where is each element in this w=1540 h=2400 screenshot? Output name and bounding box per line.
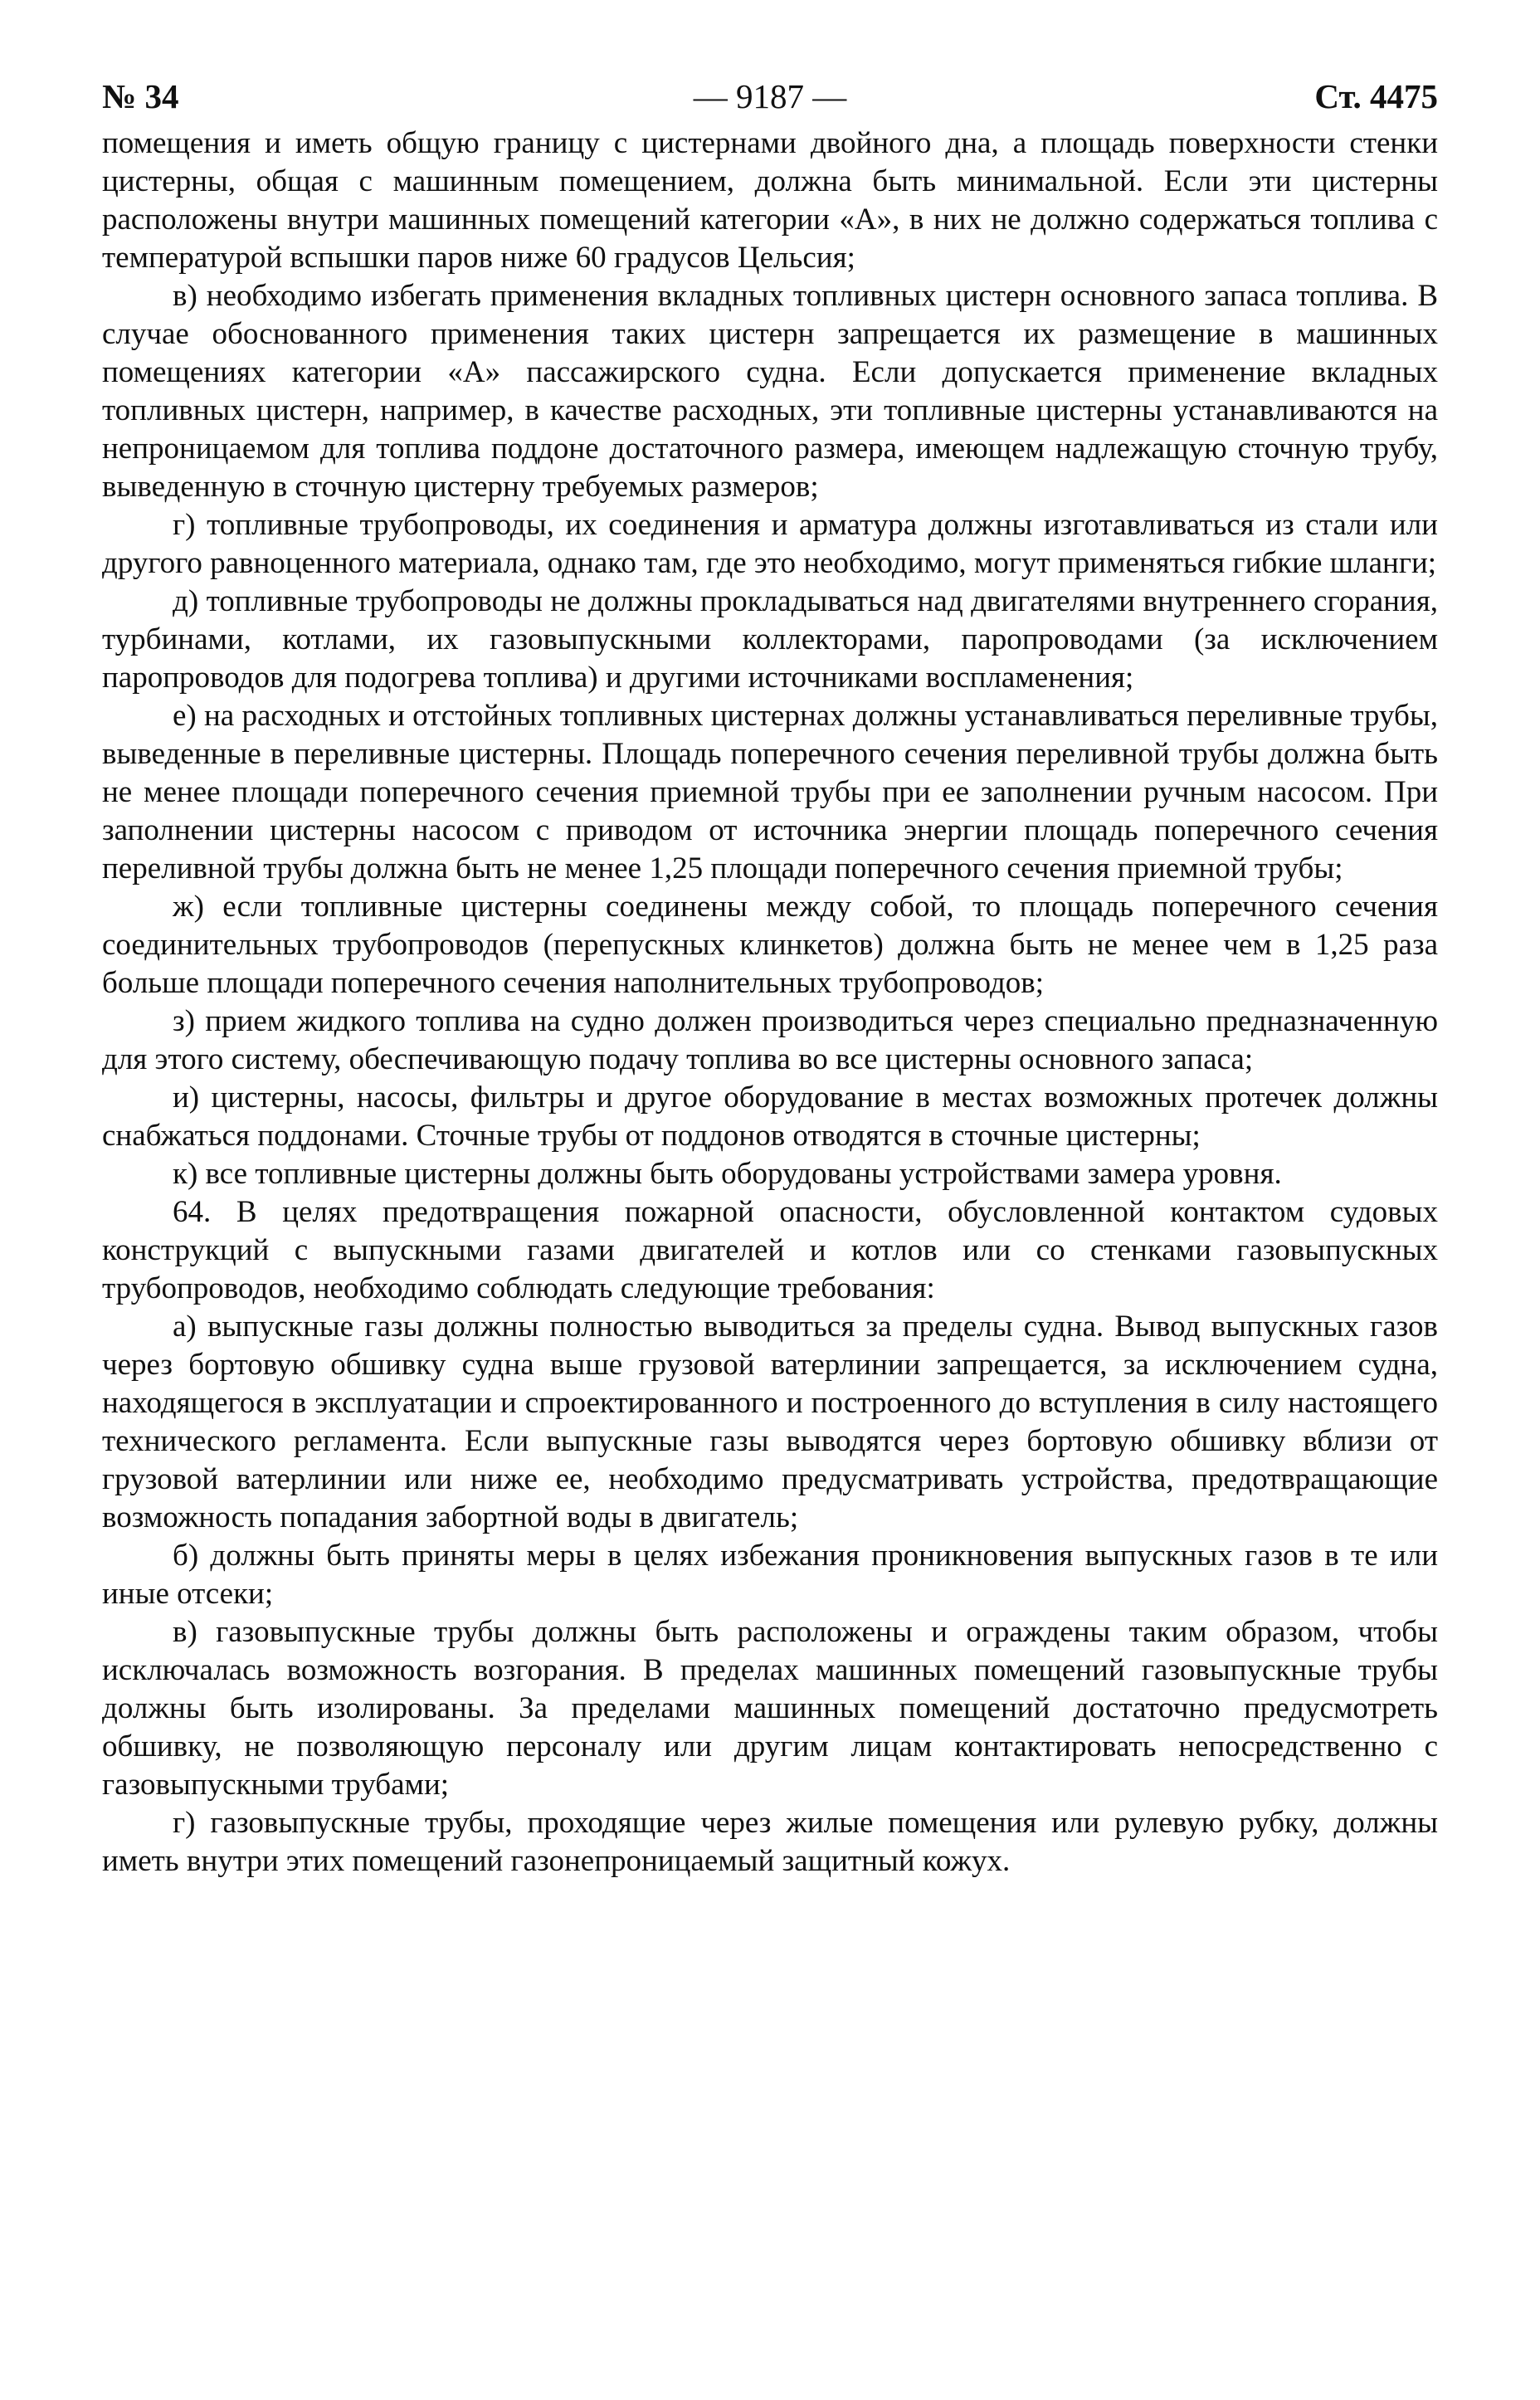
paragraph-item-b: б) должны быть приняты меры в целях избежания проникновения выпускных газов в те или иные отсеки; bbox=[102, 1539, 1438, 1611]
paragraph-item-k: к) все топливные цистерны должны быть оборудованы устройствами замера уровня. bbox=[173, 1157, 1282, 1191]
issue-number: № 34 bbox=[102, 77, 179, 115]
paragraph-item-a: а) выпускные газы должны полностью выводиться за пределы судна. Вывод выпускных газов через бортовую обшивку судна выше грузовой ватерлинии запрещается, за исключением судна, находящегося в эксплуатации и спроектированного и построенного до вступления в силу настоящего технического регламента. Если выпускные газы выводятся через бортовую обшивку вблизи от грузовой ватерлинии или ниже ее, необходимо предусматривать устройства, предотвращающие возможность попадания забортной воды в двигатель; bbox=[102, 1310, 1438, 1534]
paragraph-item-e: е) на расходных и отстойных топливных цистернах должны устанавливаться переливные трубы, выведенные в переливные цистерны. Площадь поперечного сечения переливной трубы должна быть не менее площади поперечного сечения приемной трубы при ее заполнении ручным насосом. При заполнении цистерны насосом с приводом от источника энергии площадь поперечного сечения переливной трубы должна быть не менее 1,25 площади поперечного сечения приемной трубы; bbox=[102, 699, 1438, 885]
paragraph-item-zh: ж) если топливные цистерны соединены между собой, то площадь поперечного сечения соединительных трубопроводов (перепускных клинкетов) должна быть не менее чем в 1,25 раза больше площади поперечного сечения наполнительных трубопроводов; bbox=[102, 890, 1438, 1000]
paragraph-item-d: д) топливные трубопроводы не должны прокладываться над двигателями внутреннего сгорания, турбинами, котлами, их газовыпускными коллекторами, паропроводами (за исключением паропроводов для подогрева топлива) и другими источниками воспламенения; bbox=[102, 584, 1438, 695]
document-page bbox=[102, 0, 1438, 1878]
paragraph-item-i: и) цистерны, насосы, фильтры и другое оборудование в местах возможных протечек должны снабжаться поддонами. Сточные трубы от поддонов отводятся в сточные цистерны; bbox=[102, 1080, 1438, 1153]
paragraph-item-g2: г) газовыпускные трубы, проходящие через жилые помещения или рулевую рубку, должны иметь внутри этих помещений газонепроницаемый защитный кожух. bbox=[102, 1806, 1438, 1878]
page-number: — 9187 — bbox=[693, 77, 847, 115]
paragraph-item-z: з) прием жидкого топлива на судно должен производиться через специально предназначенную для этого систему, обеспечивающую подачу топлива во все цистерны основного запаса; bbox=[102, 1004, 1438, 1076]
document-body bbox=[102, 124, 1438, 1880]
paragraph-item-g: г) топливные трубопроводы, их соединения и арматура должны изготавливаться из стали или другого равноценного материала, однако там, где это необходимо, могут применяться гибкие шланги; bbox=[102, 508, 1438, 580]
paragraph-continuation: помещения и иметь общую границу с цистернами двойного дна, а площадь поверхности стенки цистерны, общая с машинным помещением, должна быть минимальной. Если эти цистерны расположены внутри машинных помещений категории «А», в них не должно содержаться топлива с температурой вспышки паров ниже 60 градусов Цельсия; bbox=[102, 126, 1438, 275]
page-header bbox=[102, 0, 1438, 124]
paragraph-clause-64: 64. В целях предотвращения пожарной опасности, обусловленной контактом судовых конструкций с выпускными газами двигателей и котлов или со стенками газовыпускных трубопроводов, необходимо соблюдать следующие требования: bbox=[102, 1195, 1438, 1305]
paragraph-item-v2: в) газовыпускные трубы должны быть расположены и ограждены таким образом, чтобы исключалась возможность возгорания. В пределах машинных помещений газовыпускные трубы должны быть изолированы. За пределами машинных помещений достаточно предусмотреть обшивку, не позволяющую персоналу или другим лицам контактировать непосредственно с газовыпускными трубами; bbox=[102, 1615, 1438, 1802]
article-number: Ст. 4475 bbox=[1314, 77, 1438, 115]
paragraph-item-v: в) необходимо избегать применения вкладных топливных цистерн основного запаса топлива. В случае обоснованного применения таких цистерн запрещается их размещение в машинных помещениях категории «А» пассажирского судна. Если допускается применение вкладных топливных цистерн, например, в качестве расходных, эти топливные цистерны устанавливаются на непроницаемом для топлива поддоне достаточного размера, имеющем надлежащую сточную трубу, выведенную в сточную цистерну требуемых размеров; bbox=[102, 279, 1438, 504]
